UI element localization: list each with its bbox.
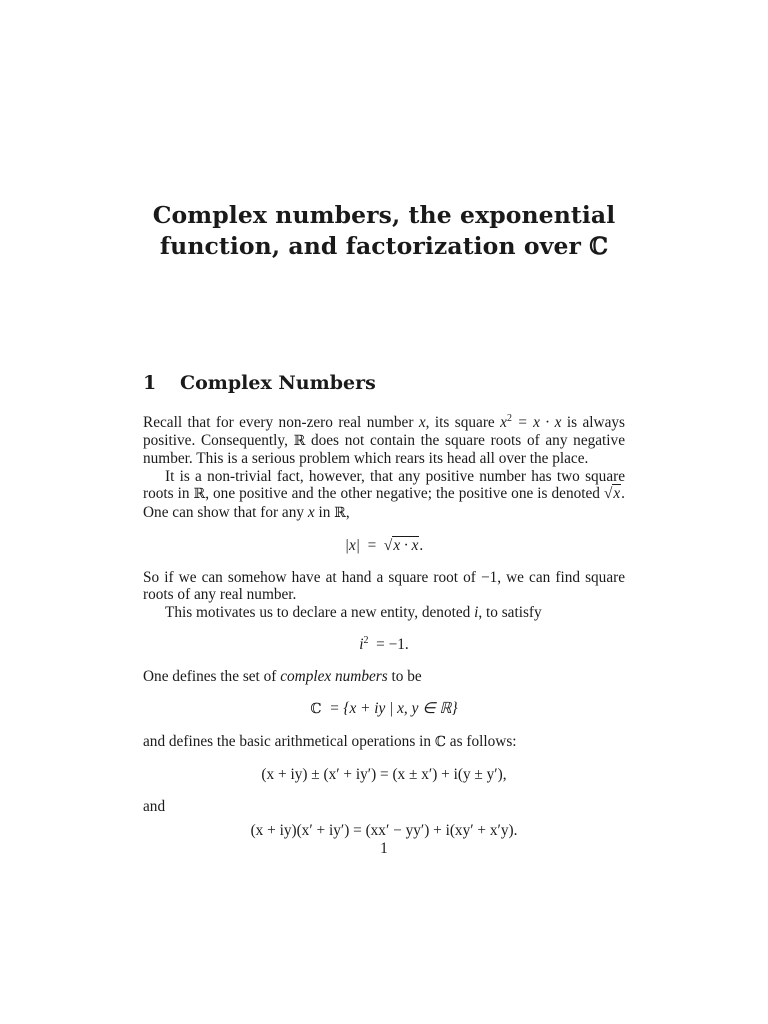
math-i: i: [359, 636, 364, 653]
equation-abs-value: [143, 537, 625, 555]
math-complex: ℂ: [434, 733, 446, 750]
math-x: x: [613, 485, 621, 502]
math-reals: ℝ: [334, 504, 346, 521]
title-line-1: Complex numbers, the exponential: [152, 201, 616, 229]
math-sqrt-x: [604, 484, 621, 502]
eq1-sqrt: [384, 536, 419, 554]
eq2-rhs: = −1.: [376, 636, 409, 653]
paragraph-5: [143, 668, 625, 686]
math-x: x: [418, 414, 426, 431]
p2-text-c: . One can show that for any: [143, 485, 625, 521]
p2-text-d: in: [314, 503, 335, 521]
math-exponent: 2: [363, 635, 369, 646]
p6-text-b: as follows:: [445, 732, 517, 750]
equation-i-squared: [143, 636, 625, 654]
section-title: Complex Numbers: [180, 372, 376, 394]
paragraph-1: [143, 414, 625, 468]
and-word: and: [143, 797, 166, 815]
title-line-2: function, and factorization over ℂ: [159, 232, 609, 260]
sqrt-sign: √: [603, 485, 613, 502]
p4-text-b: , to satisfy: [478, 603, 542, 621]
p5-text-b: to be: [387, 667, 422, 685]
p6-text-a: and defines the basic arithmetical operations in: [143, 732, 435, 750]
eq1-radicand: x · x: [393, 537, 419, 554]
p2-text-b: , one positive and the other negative; the positive one is denoted: [205, 485, 604, 502]
math-reals: ℝ: [193, 486, 206, 502]
math-x-squared: [500, 414, 561, 431]
eq3-rhs: = {x + iy | x, y ∈ ℝ}: [329, 700, 458, 717]
p2-text-a: It is a non-trivial fact, however, that any positive number has two square roots in: [143, 467, 625, 502]
p5-text-a: One defines the set of: [143, 667, 281, 685]
math-complex: ℂ: [310, 701, 322, 717]
p1-text-b: , its square: [425, 414, 501, 431]
math-exponent: 2: [506, 413, 512, 424]
p1-text-a: Recall that for every non-zero real number: [143, 414, 419, 431]
math-x: x: [500, 414, 507, 431]
eq1-end: .: [419, 537, 424, 554]
equation-addition: (x + iy) ± (x′ + iy′) = (x ± x′) + i(y ± y′),: [261, 766, 507, 783]
math-x-dot-x: = x · x: [511, 414, 562, 431]
p2-text-e: ,: [345, 503, 350, 521]
eq1-lhs: |x|: [344, 537, 360, 554]
math-i: i: [474, 603, 479, 621]
sqrt-sign: √: [383, 537, 393, 554]
paragraph-2: [143, 468, 625, 523]
section-heading: [143, 371, 376, 395]
document-title: [120, 200, 648, 262]
p5-emphasis: complex numbers: [280, 667, 388, 685]
eq1-equals: =: [367, 537, 377, 554]
math-reals: ℝ: [293, 432, 306, 449]
body-text: [143, 414, 625, 846]
page-number: 1: [380, 840, 388, 857]
equation-multiplication: (x + iy)(x′ + iy′) = (xx′ − yy′) + i(xy′ + x′y).: [250, 822, 518, 839]
paragraph-3: So if we can somehow have at hand a square root of −1, we can find square roots of any real number.: [143, 568, 625, 603]
section-number: 1: [143, 372, 157, 394]
p1-text-d: does not contain the square roots of any negative number. This is a serious problem which rears its head all over the place.: [143, 431, 625, 467]
paragraph-6: [143, 733, 625, 752]
equation-complex-set: [143, 700, 625, 719]
paragraph-4: [143, 604, 625, 622]
p4-text-a: This motivates us to declare a new entity, denoted: [165, 603, 475, 621]
p1-text-c: is always positive. Consequently,: [143, 414, 625, 449]
math-x: x: [307, 503, 315, 521]
